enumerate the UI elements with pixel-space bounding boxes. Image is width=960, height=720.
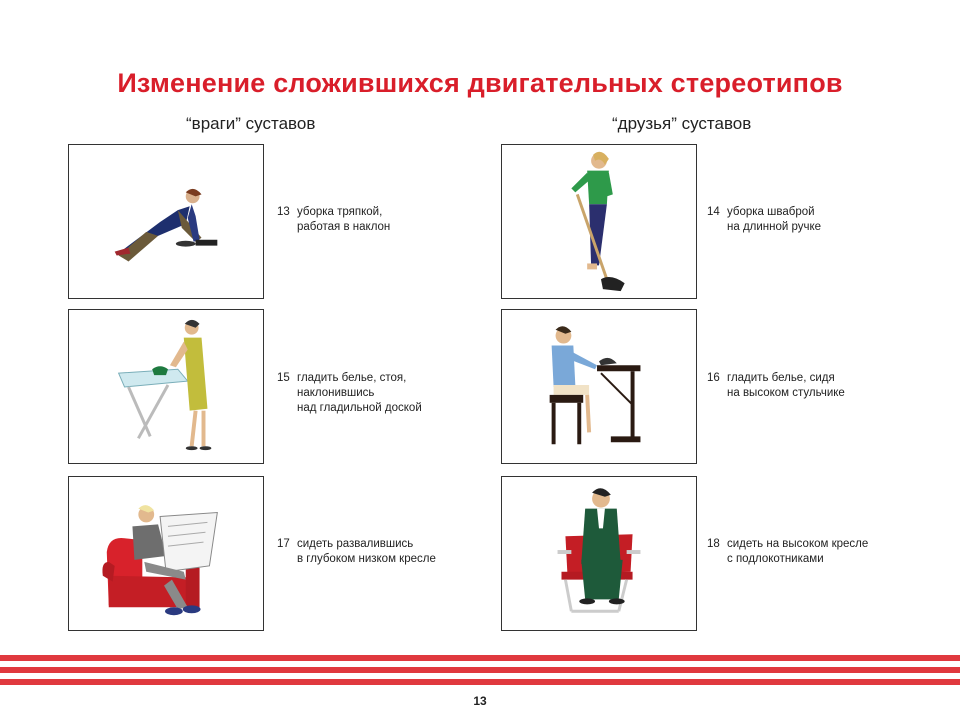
illustration-cleaning-mop: [501, 144, 697, 299]
page-title: Изменение сложившихся двигательных стереотипов: [117, 68, 843, 98]
caption-15: 15 гладить белье, стоя, наклонившись над гладильной доской: [277, 372, 422, 414]
caption-17: 17 сидеть развалившись в глубоком низком кресле: [277, 538, 436, 565]
decorative-stripe-1: [0, 655, 960, 661]
high-armchair-figure: [502, 477, 696, 630]
illustration-ironing-sitting: [501, 309, 697, 464]
illustration-cleaning-bent: [68, 144, 264, 299]
illustration-deep-armchair: [68, 476, 264, 631]
deep-armchair-figure: [69, 477, 263, 630]
caption-13: 13 уборка тряпкой, работая в наклон: [277, 206, 391, 233]
illustration-ironing-standing: [68, 309, 264, 464]
column-heading-enemies: “враги” суставов: [186, 114, 316, 133]
decorative-stripe-3: [0, 679, 960, 685]
caption-18: 18 сидеть на высоком кресле с подлокотниками: [707, 538, 869, 565]
decorative-stripe-2: [0, 667, 960, 673]
ironing-sitting-figure: [502, 310, 696, 463]
ironing-standing-figure: [69, 310, 263, 463]
illustration-high-armchair: [501, 476, 697, 631]
bent-cleaning-figure: [69, 145, 263, 298]
page-number: 13: [473, 694, 487, 708]
caption-16: 16 гладить белье, сидя на высоком стульчике: [707, 372, 845, 399]
caption-14: 14 уборка шваброй на длинной ручке: [707, 206, 822, 233]
mop-cleaning-figure: [502, 145, 696, 298]
column-heading-friends: “друзья” суставов: [612, 114, 752, 133]
